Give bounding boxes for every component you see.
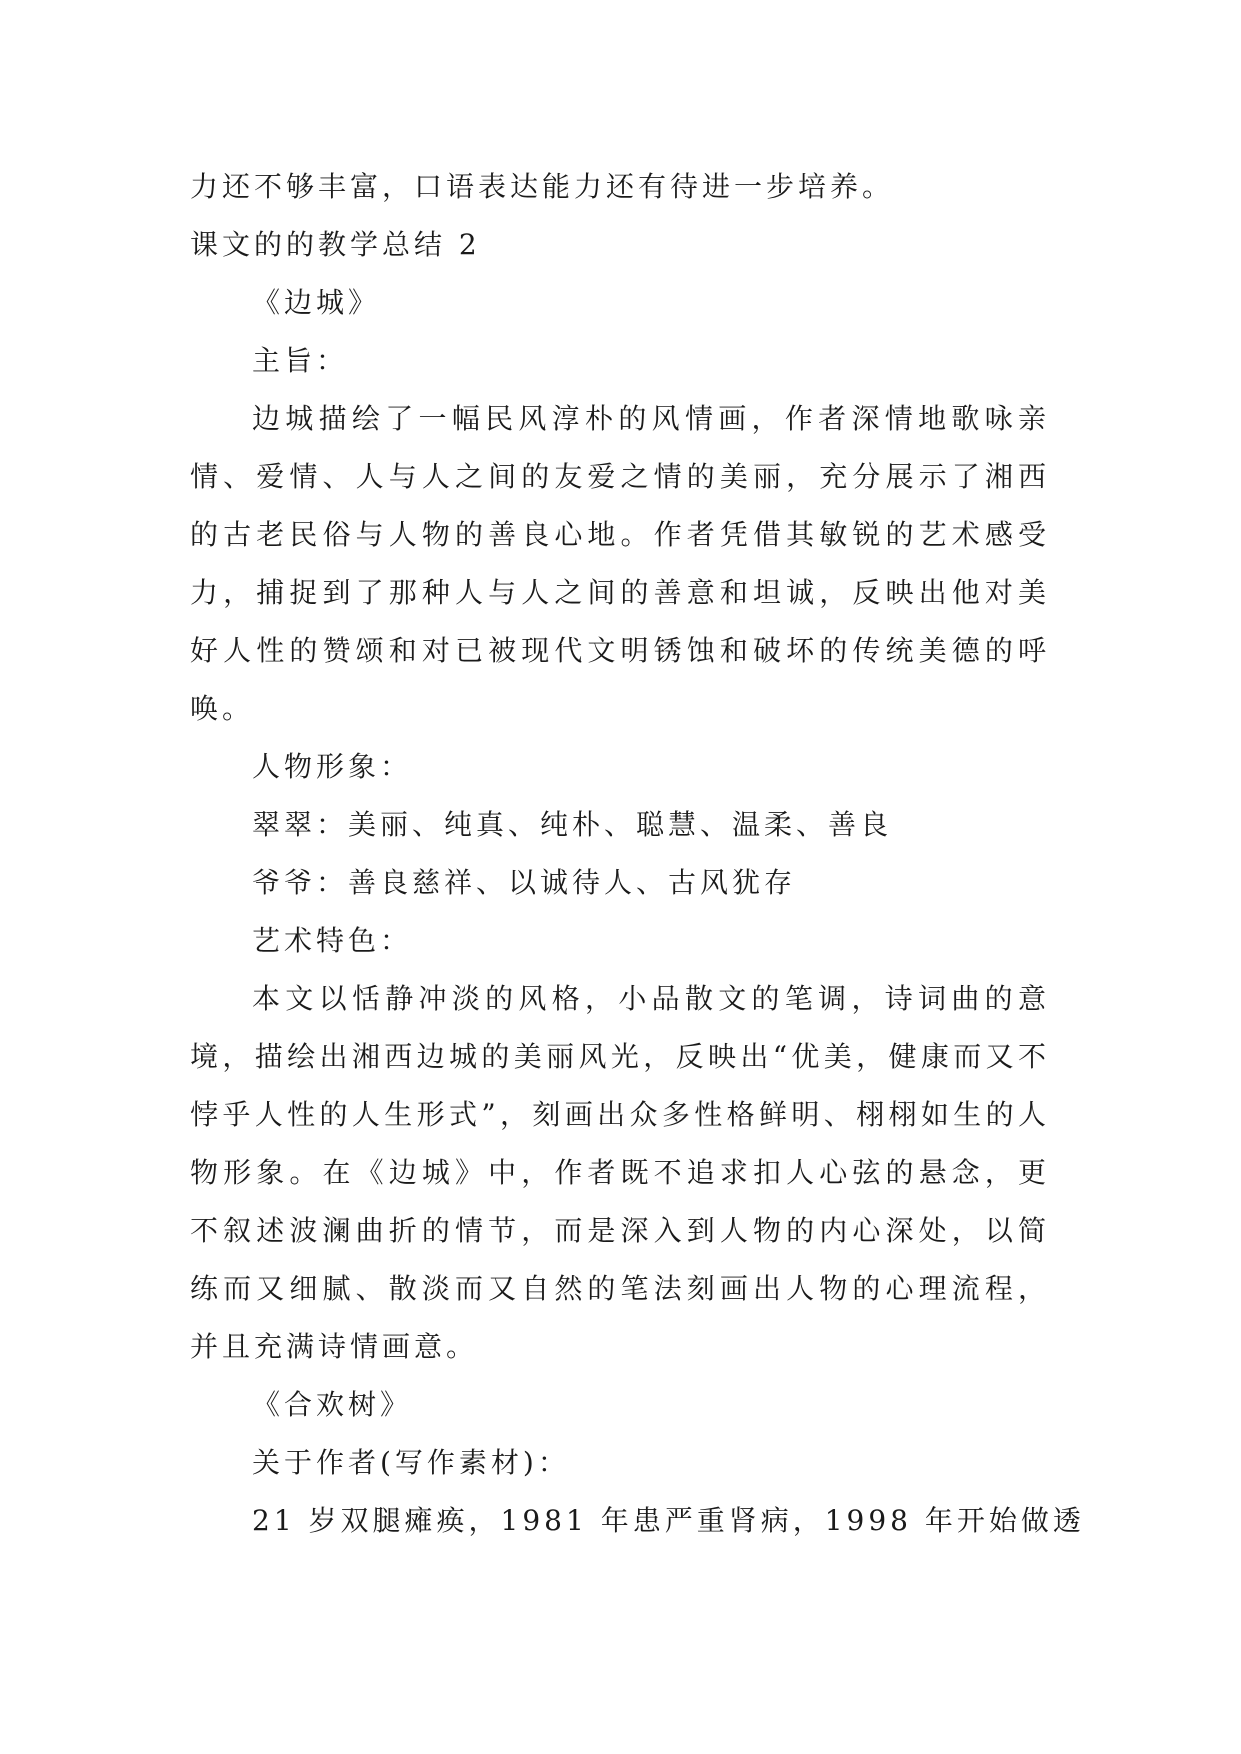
continuation-line: 力还不够丰富，口语表达能力还有待进一步培养。	[190, 170, 895, 203]
section-title: 课文的的教学总结 2	[190, 228, 481, 261]
author-heading: 关于作者(写作素材)：	[252, 1446, 570, 1479]
characters-heading: 人物形象：	[252, 750, 413, 783]
character-grandpa: 爷爷：善良慈祥、以诚待人、古风犹存	[252, 866, 797, 899]
theme-heading: 主旨：	[252, 344, 349, 377]
author-paragraph: 21 岁双腿瘫痪，1981 年患严重肾病，1998 年开始做透	[252, 1504, 1085, 1537]
art-paragraph: 本文以恬静冲淡的风格，小品散文的笔调，诗词曲的意境，描绘出湘西边城的美丽风光，反映出“优美，健康而又不悖乎人性的人生形式”，刻画出众多性格鲜明、栩栩如生的人物形象。在《边城》中，作者既不追求扣人心弦的悬念，更不叙述波澜曲折的情节，而是深入到人物的内心深处，以简练而又细腻、散淡而又自然的笔法刻画出人物的心理流程，并且充满诗情画意。	[190, 982, 1050, 1363]
bian-cheng-title: 《边城》	[252, 286, 381, 319]
document-body	[190, 158, 1085, 1550]
character-cuicui: 翠翠：美丽、纯真、纯朴、聪慧、温柔、善良	[252, 808, 893, 841]
art-heading: 艺术特色：	[252, 924, 413, 957]
he-huan-shu-title: 《合欢树》	[252, 1388, 413, 1421]
theme-paragraph: 边城描绘了一幅民风淳朴的风情画，作者深情地歌咏亲情、爱情、人与人之间的友爱之情的美丽，充分展示了湘西的古老民俗与人物的善良心地。作者凭借其敏锐的艺术感受力，捕捉到了那种人与人之间的善意和坦诚，反映出他对美好人性的赞颂和对已被现代文明锈蚀和破坏的传统美德的呼唤。	[190, 402, 1050, 725]
